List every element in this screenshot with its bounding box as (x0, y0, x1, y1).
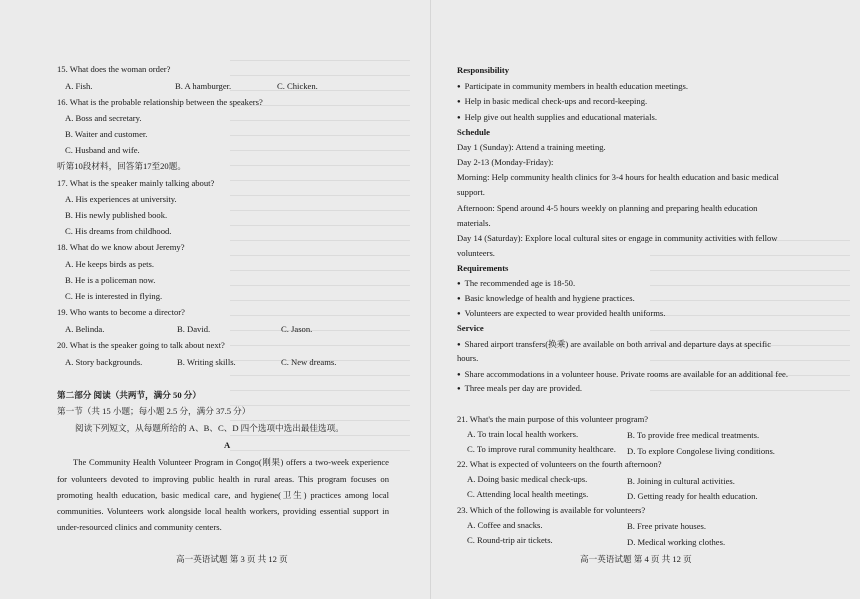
q15-stem: 15. What does the woman order? (57, 64, 171, 74)
schedule-line: volunteers. (457, 248, 495, 258)
q21-option-a: A. To train local health workers. (467, 429, 579, 439)
q22-stem: 22. What is expected of volunteers on the fourth afternoon? (457, 459, 662, 469)
responsibility-item: ● Help give out health supplies and educational materials. (457, 112, 657, 125)
passage-line: communities. Volunteers work alongside local health workers, providing essential support in (57, 506, 389, 516)
material-note: 听第10段材料，回答第17至20题。 (57, 161, 186, 171)
q23-option-b: B. Free private houses. (627, 521, 706, 531)
requirement-item: ● The recommended age is 18-50. (457, 278, 575, 291)
schedule-line: materials. (457, 218, 491, 228)
passage-line: under-resourced clinics and community centers. (57, 522, 222, 532)
q17-option-b: B. His newly published book. (65, 210, 168, 220)
q21-stem: 21. What's the main purpose of this volunteer program? (457, 414, 649, 424)
service-item: ● Three meals per day are provided. (457, 383, 582, 396)
q19-option-a: A. Belinda. (65, 324, 105, 334)
q19-option-b: B. David. (177, 324, 211, 334)
q18-option-b: B. He is a policeman now. (65, 275, 156, 285)
q23-stem: 23. Which of the following is available for volunteers? (457, 505, 646, 515)
passage-line: for volunteers devoted to improving public health in rural areas. This program focuses on (57, 474, 389, 484)
service-item: ● Shared airport transfers(换乘) are available on both arrival and departure days at specific (457, 339, 771, 352)
q21-option-d: D. To explore Congolese living conditions. (627, 446, 775, 456)
q17-stem: 17. What is the speaker mainly talking about? (57, 178, 215, 188)
section1-title: 第一节（共 15 小题；每小题 2.5 分，满分 37.5 分） (57, 406, 251, 416)
page-divider (430, 0, 431, 599)
bleed-through-texture (230, 60, 410, 460)
schedule-line: Day 2-13 (Monday-Friday): (457, 157, 554, 167)
q19-stem: 19. Who wants to become a director? (57, 307, 185, 317)
responsibility-item: ● Help in basic medical check-ups and record-keeping. (457, 96, 647, 109)
q16-stem: 16. What is the probable relationship between the speakers? (57, 97, 263, 107)
q20-option-c: C. New dreams. (281, 357, 337, 367)
part2-title: 第二部分 阅读（共两节，满分 50 分） (57, 390, 201, 400)
passage-line: The Community Health Volunteer Program in Congo(刚果) offers a two-week experience (73, 457, 389, 467)
schedule-line: Day 14 (Saturday): Explore local cultural sites or engage in community activities with fellow (457, 233, 778, 243)
q15-option-c: C. Chicken. (277, 81, 318, 91)
q23-option-a: A. Coffee and snacks. (467, 520, 543, 530)
left-page-footer: 高一英语试题 第 3 页 共 12 页 (176, 554, 288, 564)
q22-option-d: D. Getting ready for health education. (627, 491, 758, 501)
q16-option-a: A. Boss and secretary. (65, 113, 142, 123)
q18-stem: 18. What do we know about Jeremy? (57, 242, 185, 252)
q17-option-c: C. His dreams from childhood. (65, 226, 172, 236)
schedule-line: Afternoon: Spend around 4-5 hours weekly on planning and preparing health education (457, 203, 758, 213)
requirements-title: Requirements (457, 263, 509, 273)
q16-option-c: C. Husband and wife. (65, 145, 140, 155)
reading-instruction: 阅读下列短文，从每题所给的 A、B、C、D 四个选项中选出最佳选项。 (75, 423, 344, 433)
q16-option-b: B. Waiter and customer. (65, 129, 148, 139)
q20-stem: 20. What is the speaker going to talk about next? (57, 340, 225, 350)
q15-option-a: A. Fish. (65, 81, 93, 91)
passage-letter: A (224, 440, 231, 450)
schedule-line: Day 1 (Sunday): Attend a training meeting. (457, 142, 606, 152)
service-item: ● Share accommodations in a volunteer house. Private rooms are available for an additional fee. (457, 369, 788, 382)
q21-option-c: C. To improve rural community healthcare. (467, 444, 616, 454)
requirement-item: ● Volunteers are expected to wear provided health uniforms. (457, 308, 665, 321)
q20-option-b: B. Writing skills. (177, 357, 236, 367)
passage-line: promoting health education, basic medical care, and hygiene(卫生) practices among local (57, 490, 389, 500)
q21-option-b: B. To provide free medical treatments. (627, 430, 760, 440)
right-page-footer: 高一英语试题 第 4 页 共 12 页 (580, 554, 692, 564)
q18-option-c: C. He is interested in flying. (65, 291, 163, 301)
q22-option-c: C. Attending local health meetings. (467, 489, 589, 499)
q15-option-b: B. A hamburger. (175, 81, 232, 91)
q22-option-a: A. Doing basic medical check-ups. (467, 474, 588, 484)
schedule-title: Schedule (457, 127, 490, 137)
responsibility-title: Responsibility (457, 65, 510, 75)
schedule-line: support. (457, 187, 485, 197)
q20-option-a: A. Story backgrounds. (65, 357, 143, 367)
schedule-line: Morning: Help community health clinics for 3-4 hours for health education and basic medical (457, 172, 779, 182)
q23-option-d: D. Medical working clothes. (627, 537, 726, 547)
q22-option-b: B. Joining in cultural activities. (627, 476, 735, 486)
service-item-continued: hours. (457, 353, 479, 363)
q23-option-c: C. Round-trip air tickets. (467, 535, 553, 545)
q18-option-a: A. He keeps birds as pets. (65, 259, 155, 269)
q19-option-c: C. Jason. (281, 324, 313, 334)
q17-option-a: A. His experiences at university. (65, 194, 177, 204)
responsibility-item: ● Participate in community members in health education meetings. (457, 81, 688, 94)
service-title: Service (457, 323, 484, 333)
requirement-item: ● Basic knowledge of health and hygiene practices. (457, 293, 635, 306)
